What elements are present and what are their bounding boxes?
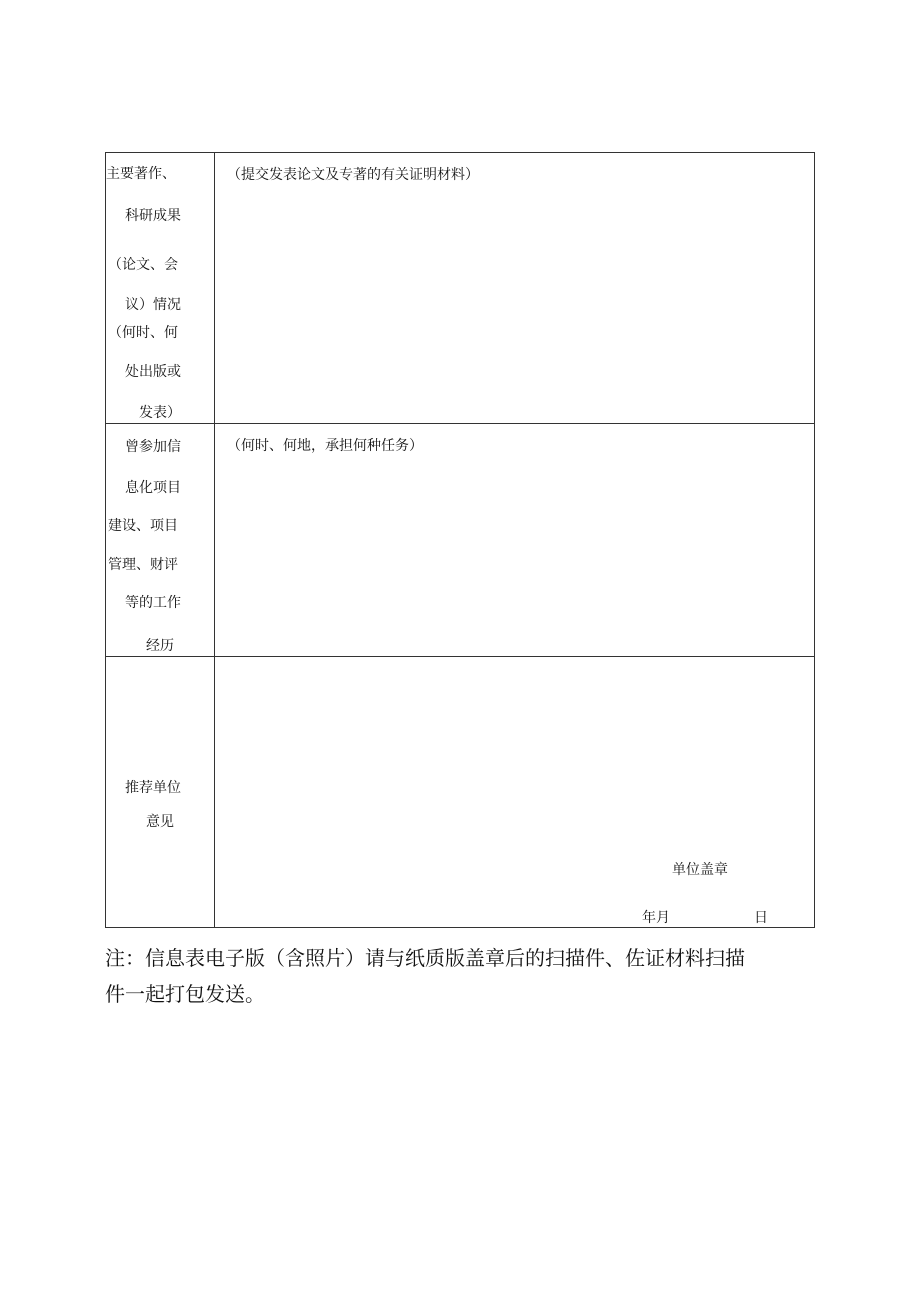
experience-label-line: 建设、项目: [108, 518, 178, 534]
seal-label: 单位盖章: [672, 862, 728, 878]
publications-label-line: （何时、何: [108, 325, 178, 341]
date-year-month-label: 年月: [642, 910, 670, 926]
submission-note: [105, 940, 815, 1012]
recommendation-label-line: 意见: [146, 814, 174, 830]
experience-label-cell: [106, 424, 215, 656]
experience-label-line: 管理、财评: [108, 557, 178, 573]
date-day-label: 日: [754, 910, 768, 926]
publications-label-cell: [106, 153, 215, 423]
publications-label-line: 主要著作、: [106, 166, 176, 182]
experience-content-cell[interactable]: [215, 424, 814, 656]
experience-hint: （何时、何地，承担何种任务）: [227, 438, 423, 454]
recommendation-label-cell: [106, 657, 215, 927]
publications-label-line: 处出版或: [125, 364, 181, 380]
publications-label-line: 科研成果: [125, 208, 181, 224]
publications-label-line: 发表）: [139, 405, 181, 421]
publications-label-line: （论文、会: [108, 257, 178, 273]
publications-content-cell[interactable]: [215, 153, 814, 423]
publications-hint: （提交发表论文及专著的有关证明材料）: [227, 167, 479, 183]
publications-row: [106, 153, 814, 424]
experience-label-line: 曾参加信: [125, 439, 181, 455]
info-form-table: [105, 152, 815, 928]
experience-label-line: 息化项目: [125, 480, 181, 496]
experience-label-line: 经历: [146, 638, 174, 654]
recommendation-row: [106, 657, 814, 927]
recommendation-label-line: 推荐单位: [125, 780, 181, 796]
experience-row: [106, 424, 814, 657]
note-line-1: 注：信息表电子版（含照片）请与纸质版盖章后的扫描件、佐证材料扫描: [105, 946, 745, 970]
publications-label-line: 议）情况: [125, 297, 181, 313]
experience-label-line: 等的工作: [125, 595, 181, 611]
recommendation-content-cell[interactable]: [215, 657, 814, 927]
note-line-2: 件一起打包发送。: [105, 982, 265, 1006]
